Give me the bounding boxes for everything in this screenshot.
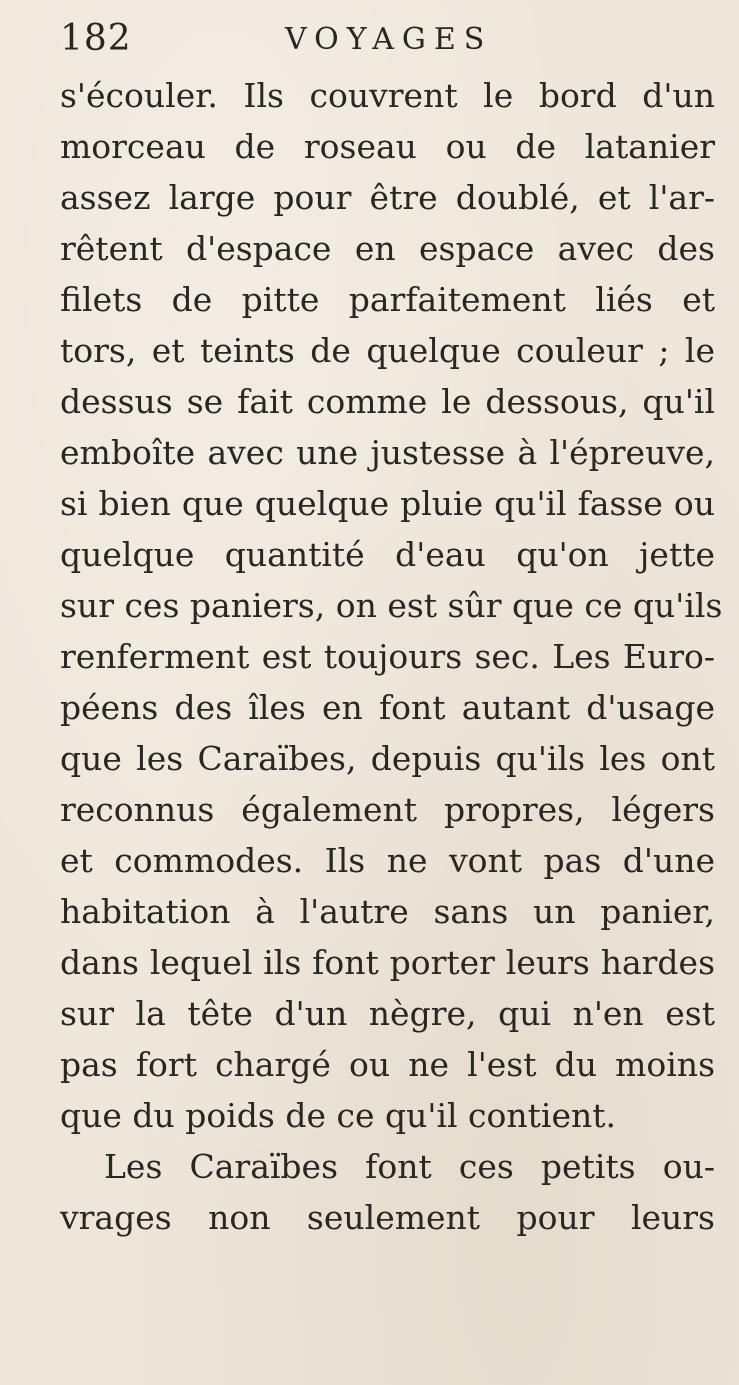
text-line: pas fort chargé ou ne l'est du moins bbox=[60, 1045, 715, 1084]
text-line: sur la tête d'un nègre, qui n'en est bbox=[60, 994, 715, 1033]
page-header bbox=[60, 18, 680, 68]
text-line: quelque quantité d'eau qu'on jette bbox=[60, 535, 715, 574]
text-line: morceau de roseau ou de latanier bbox=[60, 127, 715, 166]
text-line: vrages non seulement pour leurs bbox=[60, 1198, 715, 1237]
text-line: sur ces paniers, on est sûr que ce qu'ils bbox=[60, 586, 723, 625]
text-line: rêtent d'espace en espace avec des bbox=[60, 229, 715, 268]
body-text bbox=[60, 70, 723, 1243]
text-line: dans lequel ils font porter leurs hardes bbox=[60, 943, 715, 982]
text-line: habitation à l'autre sans un panier, bbox=[60, 892, 715, 931]
text-line: et commodes. Ils ne vont pas d'une bbox=[60, 841, 715, 880]
text-line: que du poids de ce qu'il contient. bbox=[60, 1096, 617, 1135]
text-line: renferment est toujours sec. Les Euro- bbox=[60, 637, 715, 676]
text-line: si bien que quelque pluie qu'il fasse ou bbox=[60, 484, 715, 523]
text-line: reconnus également propres, légers bbox=[60, 790, 715, 829]
text-line: dessus se fait comme le dessous, qu'il bbox=[60, 382, 715, 421]
text-line: que les Caraïbes, depuis qu'ils les ont bbox=[60, 739, 715, 778]
text-line: s'écouler. Ils couvrent le bord d'un bbox=[60, 76, 715, 115]
text-line: péens des îles en font autant d'usage bbox=[60, 688, 715, 727]
text-line: filets de pitte parfaitement liés et bbox=[60, 280, 715, 319]
running-head: VOYAGES bbox=[285, 22, 493, 57]
text-line: emboîte avec une justesse à l'épreuve, bbox=[60, 433, 715, 472]
text-line: tors, et teints de quelque couleur ; le bbox=[60, 331, 715, 370]
text-line: assez large pour être doublé, et l'ar- bbox=[60, 178, 715, 217]
text-line: Les Caraïbes font ces petits ou- bbox=[104, 1147, 715, 1186]
page-number: 182 bbox=[60, 18, 132, 59]
